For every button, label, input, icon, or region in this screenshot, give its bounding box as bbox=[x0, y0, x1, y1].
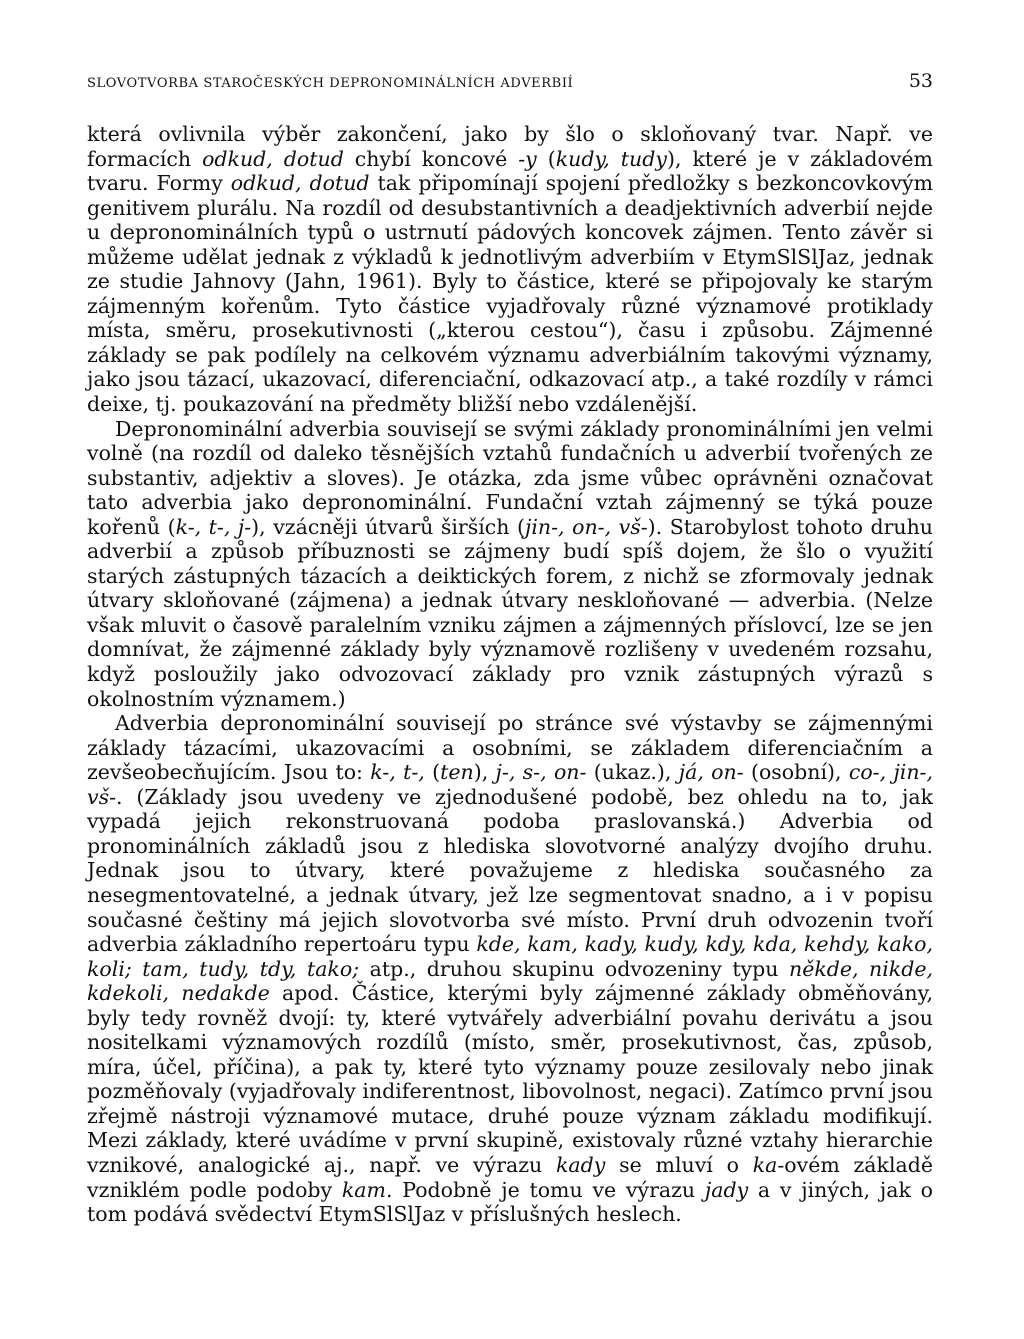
text-run: ), které je v základovém tvaru. Formy bbox=[87, 146, 933, 196]
text-run: se mluví o bbox=[605, 1152, 753, 1177]
text-run: ( bbox=[424, 760, 441, 785]
text-run: která ovlivnila výběr zakončení, jako by šlo o skloňovaný tvar. Např. ve formacích bbox=[87, 122, 933, 171]
text-run: ). Starobylost tohoto druhu adverbií a způsob příbuznosti se zájmeny budí spíš dojem, že šlo o využití starých zástupných tázacích a deiktických forem, z nichž se zformovaly jednak útvary skloňované (zájmena) a jednak útvary neskloňované — adverbia. (Nelze však mluvit o časově paralelním vzniku zájmen a zájmenných příslovcí, lze se jen domnívat, že zájmenné základy byly významově rozlišeny v uvedeném rozsahu, když posloužily jako odvozovací základy pro vznik zástupných výrazů s okolnostním významem.) bbox=[87, 514, 933, 711]
body-text bbox=[87, 122, 933, 1227]
paragraph-3 bbox=[87, 711, 933, 1226]
text-run: ), bbox=[473, 760, 496, 785]
italic-run: někde, nikde, kdekoli, nedakde bbox=[87, 956, 934, 1006]
italic-run: -y bbox=[518, 146, 537, 171]
italic-run: kde, kam, kady, kudy, kdy, kda, kehdy, kako, koli; tam, tudy, tdy, tako; bbox=[87, 932, 933, 981]
text-run: tak připomínají spojení předložky s bezkoncovkovým genitivem plurálu. Na rozdíl od desubstantivních a deadjektivních adverbií nejde u depronominálních typů o ustrnutí pádových koncovek zájmen. Tento závěr si můžeme udělat jednak z výkladů k jednotlivým adverbiím v EtymSlSlJaz, jednak ze studie Jahnovy (Jahn, 1961). Byly to částice, které se připojovaly ke starým zájmenným kořenům. Tyto částice vyjadřovaly různé významové protiklady místa, směru, prosekutivnosti („kterou cestou“), času i způsobu. Zájmenné základy se pak podílely na celkovém významu adverbiálním takovými významy, jako jsou tázací, ukazovací, diferenciační, odkazovací atp., a také rozdíly v rámci deixe, tj. poukazování na předměty bližší nebo vzdálenější. bbox=[87, 171, 934, 417]
text-run: Depronominální adverbia souvisejí se svými základy pronominálními jen velmi volně (na rozdíl od daleko těsnějších vztahů fundačních u adverbií tvořených ze substantiv, adjektiv a sloves). Je otázka, zda jsme vůbec oprávněni označovat tato adverbia jako depronominální. Fundační vztah zájmenný se týká pouze kořenů ( bbox=[87, 416, 933, 539]
text-run: apod. Částice, kterými byly zájmenné základy obměňovány, byly tedy rovněž dvojí: ty, které vytvářely adverbiální povahu derivátu a jsou nositelkami významových rozdílů (místo, směr, prosekutivnost, čas, způsob, míra, účel, příčina), a pak ty, které tyto významy pouze zesilovaly nebo jinak pozměňovaly (vyjadřovaly indiferentnost, libovolnost, negaci). Zatímco první jsou zřejmě nástroji významové mutace, druhé pouze význam základu modifikují. Mezi základy, které uvádíme v první skupině, existovaly různé vztahy hierarchie vznikové, analogické aj., např. ve výrazu bbox=[87, 981, 933, 1177]
paragraph-2 bbox=[87, 417, 933, 712]
page-number: 53 bbox=[908, 70, 933, 92]
text-run: (osobní), bbox=[743, 760, 849, 785]
italic-run: j-, s-, on- bbox=[495, 760, 587, 785]
text-run: ( bbox=[536, 146, 556, 171]
text-run: ), vzácněji útvarů širších ( bbox=[251, 514, 526, 539]
italic-run: kam. bbox=[341, 1177, 393, 1202]
italic-run: jady bbox=[704, 1177, 749, 1202]
page bbox=[87, 70, 933, 1227]
text-run: . (Základy jsou uvedeny ve zjednodušené podobě, bez ohledu na to, jak vypadá jejich rekonstruovaná podoba praslovanská.) Adverbia od pronominálních základů jsou z hlediska slovotvorné analýzy dvojího druhu. Jednak jsou to útvary, které považujeme z hlediska současného za nesegmentovatelné, a jednak útvary, jež lze segmentovat snadno, a i v popisu současné češtiny má jejich slovotvorba své místo. První druh odvozenin tvoří adverbia základního repertoáru typu bbox=[87, 784, 933, 957]
text-run: atp., druhou skupinu odvozeniny typu bbox=[359, 956, 789, 981]
italic-run: co-, jin-, vš- bbox=[87, 760, 934, 809]
text-run: a v jiných, jak o tom podává svědectví EtymSlSlJaz v příslušných heslech. bbox=[87, 1177, 934, 1227]
text-run: Adverbia depronominální souvisejí po stránce své výstavby se zájmennými základy tázacími, ukazovacími a osobními, se základem diferenciačním a zevšeobecňujícím. Jsou to: bbox=[87, 711, 933, 785]
italic-run: jin-, on-, vš- bbox=[525, 514, 648, 539]
italic-run: kudy, tudy bbox=[555, 146, 667, 171]
italic-run: já, on- bbox=[678, 760, 744, 785]
text-run: Podobně je tomu ve výrazu bbox=[392, 1177, 705, 1202]
running-head bbox=[87, 70, 933, 106]
italic-run: k-, t-, j- bbox=[175, 514, 252, 539]
running-title: SLOVOTVORBA STAROČESKÝCH DEPRONOMINÁLNÍCH ADVERBIÍ bbox=[87, 76, 574, 91]
italic-run: k-, t-, bbox=[370, 760, 425, 785]
paragraph-1 bbox=[87, 122, 933, 417]
italic-run: ka bbox=[752, 1152, 778, 1177]
italic-run: odkud, dotud bbox=[230, 171, 370, 196]
italic-run: odkud, dotud bbox=[202, 146, 344, 171]
text-run: chybí koncové bbox=[343, 146, 519, 171]
italic-run: ten bbox=[440, 760, 474, 785]
text-run: (ukaz.), bbox=[586, 760, 679, 785]
italic-run: kady bbox=[556, 1152, 606, 1177]
text-run: -ovém základě vzniklém podle podoby bbox=[87, 1152, 933, 1202]
